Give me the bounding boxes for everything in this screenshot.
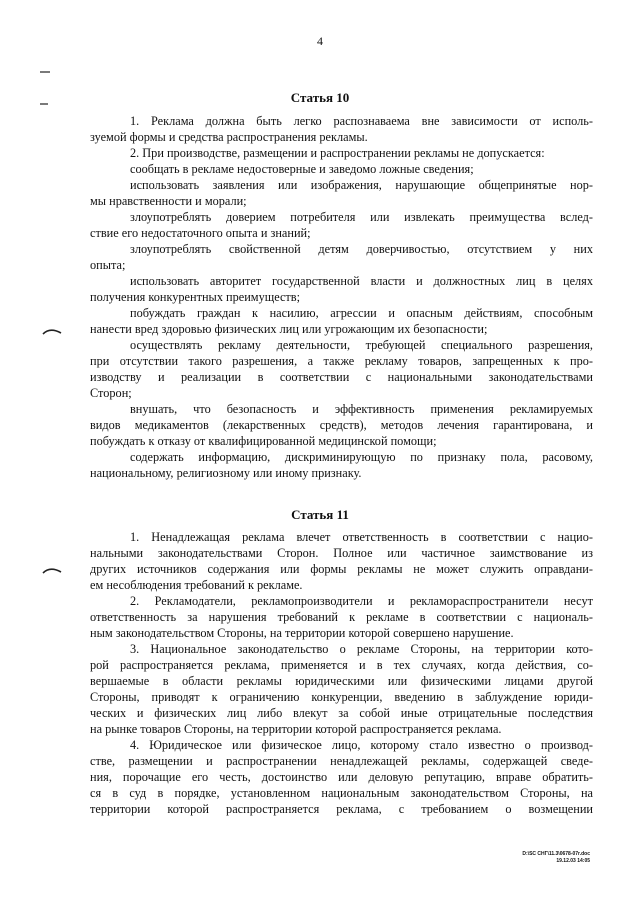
text-line: злоупотреблять свойственной детям доверчивостью, отсутствием у них (130, 242, 593, 256)
text-line: побуждать к отказу от квалифицированной медицинской помощи; (90, 434, 437, 448)
text-line: ческих и физических лиц либо влекут за собой иные отрицательные последствия (90, 706, 593, 720)
text-line: внушать, что безопасность и эффективность применения рекламируемых (130, 402, 593, 416)
text-line: использовать авторитет государственной власти и должностных лиц в целях (130, 274, 593, 288)
text-line: ным законодательством Стороны, на территории которой совершено нарушение. (90, 626, 514, 640)
text-line: ся в суд в порядке, установленном национальным законодательством Стороны, на (90, 786, 593, 800)
file-date-footer: 19.12.03 14:05 (556, 858, 590, 864)
text-line: Сторон; (90, 386, 132, 400)
text-line: 2. Рекламодатели, рекламопроизводители и рекламораспространители несут (130, 594, 593, 608)
text-line: при отсутствии такого разрешения, а также рекламу товаров, запрещенных к про- (90, 354, 593, 368)
text-line: 4. Юридическое или физическое лицо, которому стало известно о производ- (130, 738, 593, 752)
text-line: сообщать в рекламе недостоверные и заведомо ложные сведения; (130, 162, 474, 176)
text-line: других источников содержания или формы рекламы не может служить оправдани- (90, 562, 593, 576)
text-line: 1. Реклама должна быть легко распознаваема вне зависимости от исполь- (130, 114, 593, 128)
text-line: содержать информацию, дискриминирующую по признаку пола, расовому, (130, 450, 593, 464)
text-line: рой распространяется реклама, применяется и в тех случаях, когда действия, со- (90, 658, 593, 672)
text-line: зуемой формы и средства распространения рекламы. (90, 130, 368, 144)
file-path-footer: D:\SC СНГ\11.3\0678-07r.doc (522, 851, 590, 857)
text-line: злоупотреблять доверием потребителя или извлекать преимущества вслед- (130, 210, 593, 224)
page-number: 4 (317, 34, 323, 48)
text-line: опыта; (90, 258, 126, 272)
text-line: национальному, религиозному или иному признаку. (90, 466, 362, 480)
text-line: мы нравственности и морали; (90, 194, 247, 208)
text-line: использовать заявления или изображения, нарушающие общепринятые нор- (130, 178, 593, 192)
article-11-heading: Статья 11 (291, 507, 349, 522)
margin-mark (38, 68, 58, 76)
text-line: видов медикаментов (лекарственных средств), методов лечения гарантирована, и (90, 418, 593, 432)
text-line: 1. Ненадлежащая реклама влечет ответственность в соответствии с нацио- (130, 530, 593, 544)
text-line: вершаемые в области рекламы юридическими или физическими лицами другой (90, 674, 593, 688)
text-line: побуждать граждан к насилию, агрессии и опасным действиям, способным (130, 306, 593, 320)
text-line: нанести вред здоровью физических лиц или угрожающим их безопасности; (90, 322, 488, 336)
article-10-heading: Статья 10 (290, 90, 350, 105)
text-line: территории которой распространяется реклама, с требованием о возмещении (90, 802, 593, 816)
text-line: 3. Национальное законодательство о рекламе Стороны, на территории кото- (130, 642, 593, 656)
margin-mark (38, 100, 58, 108)
text-line: стве, размещении и распространении ненадлежащей рекламы, содержащей сведе- (90, 754, 593, 768)
text-line: ствие его недостаточного опыта и знаний; (90, 226, 311, 240)
text-line: 2. При производстве, размещении и распространении рекламы не допускается: (130, 146, 545, 160)
text-line: осуществлять рекламу деятельности, требующей специального разрешения, (130, 338, 593, 352)
text-line: на рынке товаров Стороны, на территории которой распространяется реклама. (90, 722, 502, 736)
text-line: получения конкурентных преимуществ; (90, 290, 301, 304)
text-line: изводству и реализации в соответствии с национальными законодательствами (90, 370, 593, 384)
text-line: Стороны, приводят к ограничению конкуренции, введению в заблуждение юриди- (90, 690, 593, 704)
punch-hole-mark (42, 566, 62, 574)
text-line: ответственность за нарушения требований к рекламе в соответствии с националь- (90, 610, 593, 624)
text-line: ем несоблюдения требований к рекламе. (90, 578, 303, 592)
punch-hole-mark (42, 327, 62, 335)
text-line: нальными законодательствами Сторон. Полное или частичное заимствование из (90, 546, 593, 560)
text-line: ния, порочащие его честь, достоинство или деловую репутацию, вправе обратить- (90, 770, 593, 784)
